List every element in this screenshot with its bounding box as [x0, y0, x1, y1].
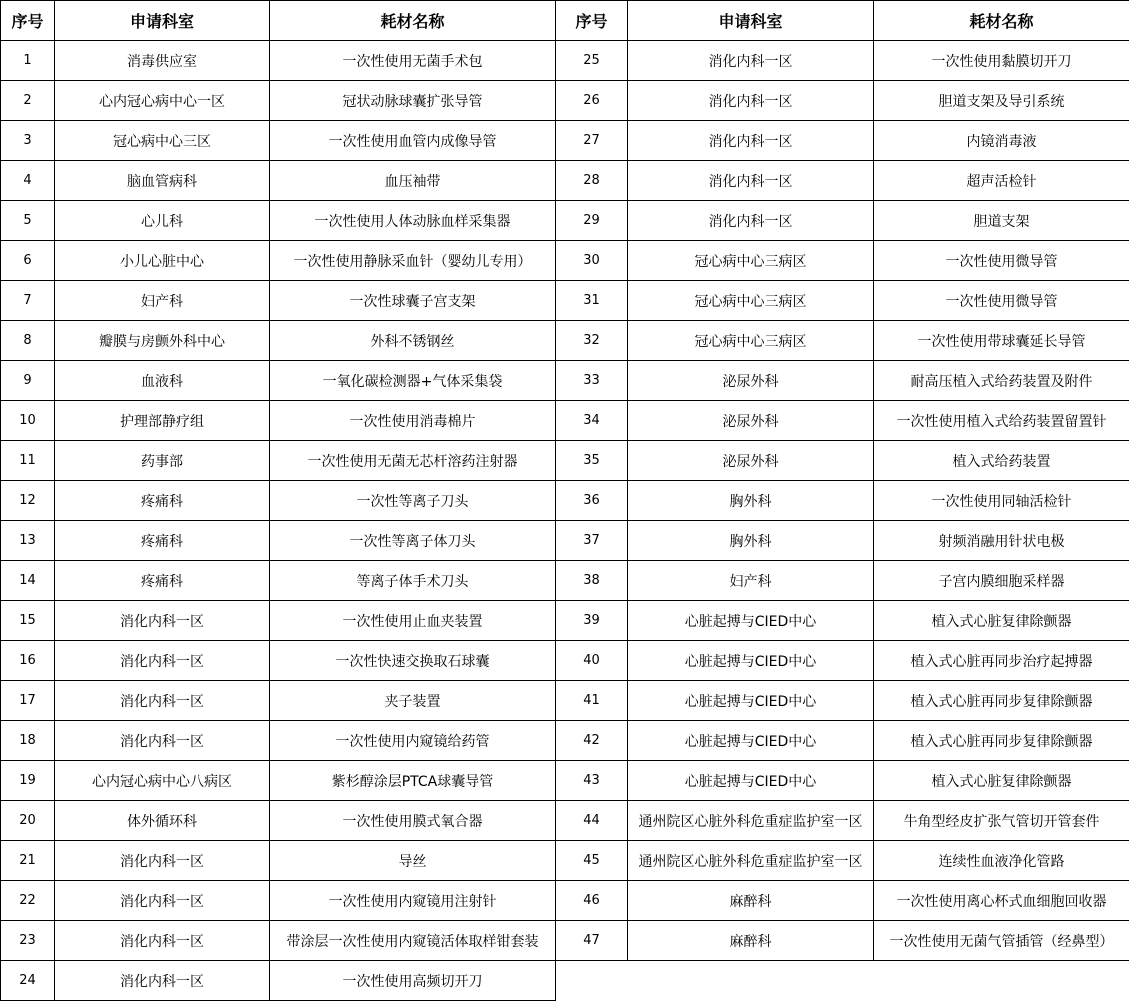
table-row [1, 721, 1129, 761]
row-number: 29 [556, 201, 628, 241]
consumable-name-cell: 一次性使用无菌无芯杆溶药注射器 [270, 441, 556, 481]
row-number: 10 [1, 401, 55, 441]
department-cell: 消化内科一区 [55, 921, 270, 961]
consumable-name-cell: 一次性球囊子宫支架 [270, 281, 556, 321]
row-number: 25 [556, 41, 628, 81]
consumable-name-cell: 一次性使用离心杯式血细胞回收器 [874, 881, 1129, 921]
consumable-name-cell: 植入式心脏复律除颤器 [874, 761, 1129, 801]
department-cell: 心内冠心病中心一区 [55, 81, 270, 121]
table-row [1, 761, 1129, 801]
consumable-name-cell: 牛角型经皮扩张气管切开管套件 [874, 801, 1129, 841]
table-row [1, 841, 1129, 881]
department-cell: 消化内科一区 [628, 201, 874, 241]
consumable-name-cell: 一次性使用膜式氧合器 [270, 801, 556, 841]
consumable-name-cell: 一次性使用无菌手术包 [270, 41, 556, 81]
consumable-name-cell: 内镜消毒液 [874, 121, 1129, 161]
row-number: 7 [1, 281, 55, 321]
consumable-name-cell: 一次性使用植入式给药装置留置针 [874, 401, 1129, 441]
row-number: 21 [1, 841, 55, 881]
consumable-name-cell: 胆道支架 [874, 201, 1129, 241]
department-cell: 冠心病中心三病区 [628, 241, 874, 281]
department-cell: 消化内科一区 [55, 721, 270, 761]
row-number: 27 [556, 121, 628, 161]
row-number: 18 [1, 721, 55, 761]
department-cell: 麻醉科 [628, 881, 874, 921]
department-cell: 消化内科一区 [55, 881, 270, 921]
row-number: 35 [556, 441, 628, 481]
row-number: 17 [1, 681, 55, 721]
department-cell: 消化内科一区 [55, 601, 270, 641]
header-no-left: 序号 [1, 1, 55, 41]
row-number: 5 [1, 201, 55, 241]
department-cell: 药事部 [55, 441, 270, 481]
department-cell: 疼痛科 [55, 521, 270, 561]
table-row [1, 81, 1129, 121]
department-cell: 冠心病中心三病区 [628, 281, 874, 321]
department-cell: 妇产科 [628, 561, 874, 601]
department-cell: 消化内科一区 [628, 81, 874, 121]
row-number: 22 [1, 881, 55, 921]
department-cell: 小儿心脏中心 [55, 241, 270, 281]
consumable-name-cell: 外科不锈钢丝 [270, 321, 556, 361]
consumable-name-cell: 一次性使用消毒棉片 [270, 401, 556, 441]
department-cell: 泌尿外科 [628, 441, 874, 481]
header-item-right: 耗材名称 [874, 1, 1129, 41]
consumable-name-cell: 带涂层一次性使用内窥镜活体取样钳套装 [270, 921, 556, 961]
department-cell: 胸外科 [628, 481, 874, 521]
department-cell: 血液科 [55, 361, 270, 401]
department-cell: 通州院区心脏外科危重症监护室一区 [628, 841, 874, 881]
table-row [1, 521, 1129, 561]
row-number: 46 [556, 881, 628, 921]
row-number: 32 [556, 321, 628, 361]
consumable-name-cell: 紫杉醇涂层PTCA球囊导管 [270, 761, 556, 801]
table-row [1, 161, 1129, 201]
department-cell: 冠心病中心三病区 [628, 321, 874, 361]
consumable-name-cell: 植入式心脏再同步复律除颤器 [874, 721, 1129, 761]
consumable-name-cell: 导丝 [270, 841, 556, 881]
table-row [1, 601, 1129, 641]
table-row [1, 41, 1129, 81]
department-cell: 心脏起搏与CIED中心 [628, 761, 874, 801]
row-number: 15 [1, 601, 55, 641]
row-number: 37 [556, 521, 628, 561]
row-number: 4 [1, 161, 55, 201]
consumable-name-cell: 血压袖带 [270, 161, 556, 201]
department-cell: 消化内科一区 [628, 161, 874, 201]
header-dept-left: 申请科室 [55, 1, 270, 41]
table-row [1, 201, 1129, 241]
consumable-name-cell: 一次性使用高频切开刀 [270, 961, 556, 1001]
consumable-name-cell: 等离子体手术刀头 [270, 561, 556, 601]
consumable-name-cell: 超声活检针 [874, 161, 1129, 201]
table-row [1, 481, 1129, 521]
row-number: 33 [556, 361, 628, 401]
consumable-name-cell: 植入式心脏再同步治疗起搏器 [874, 641, 1129, 681]
department-cell: 妇产科 [55, 281, 270, 321]
department-cell: 麻醉科 [628, 921, 874, 961]
consumable-name-cell: 一次性使用内窥镜用注射针 [270, 881, 556, 921]
department-cell: 心脏起搏与CIED中心 [628, 601, 874, 641]
row-number: 42 [556, 721, 628, 761]
consumable-name-cell: 冠状动脉球囊扩张导管 [270, 81, 556, 121]
department-cell: 心内冠心病中心八病区 [55, 761, 270, 801]
row-number: 20 [1, 801, 55, 841]
consumable-name-cell: 一次性使用黏膜切开刀 [874, 41, 1129, 81]
consumable-name-cell: 一次性使用带球囊延长导管 [874, 321, 1129, 361]
department-cell: 消毒供应室 [55, 41, 270, 81]
table-row [1, 281, 1129, 321]
row-number: 2 [1, 81, 55, 121]
header-row [1, 1, 1129, 41]
consumable-name-cell: 一次性使用无菌气管插管（经鼻型） [874, 921, 1129, 961]
department-cell: 冠心病中心三区 [55, 121, 270, 161]
consumable-name-cell: 植入式心脏复律除颤器 [874, 601, 1129, 641]
department-cell: 心脏起搏与CIED中心 [628, 681, 874, 721]
consumable-name-cell: 一氧化碳检测器+气体采集袋 [270, 361, 556, 401]
department-cell: 消化内科一区 [628, 121, 874, 161]
row-number: 41 [556, 681, 628, 721]
row-number: 34 [556, 401, 628, 441]
table-row [1, 681, 1129, 721]
row-number: 24 [1, 961, 55, 1001]
row-number: 47 [556, 921, 628, 961]
row-number: 8 [1, 321, 55, 361]
table-row [1, 881, 1129, 921]
table-row [1, 361, 1129, 401]
row-number: 36 [556, 481, 628, 521]
consumable-name-cell: 一次性使用止血夹装置 [270, 601, 556, 641]
consumable-name-cell: 一次性等离子刀头 [270, 481, 556, 521]
department-cell: 心脏起搏与CIED中心 [628, 721, 874, 761]
department-cell: 泌尿外科 [628, 361, 874, 401]
row-number: 39 [556, 601, 628, 641]
department-cell: 护理部静疗组 [55, 401, 270, 441]
row-number: 45 [556, 841, 628, 881]
department-cell: 消化内科一区 [55, 841, 270, 881]
row-number: 13 [1, 521, 55, 561]
consumable-name-cell: 一次性使用微导管 [874, 241, 1129, 281]
consumable-name-cell: 一次性使用血管内成像导管 [270, 121, 556, 161]
department-cell: 心儿科 [55, 201, 270, 241]
consumable-name-cell: 一次性使用同轴活检针 [874, 481, 1129, 521]
department-cell: 疼痛科 [55, 561, 270, 601]
table-row [1, 561, 1129, 601]
row-number: 31 [556, 281, 628, 321]
row-number: 16 [1, 641, 55, 681]
row-number: 44 [556, 801, 628, 841]
consumable-name-cell: 连续性血液净化管路 [874, 841, 1129, 881]
table-row [1, 121, 1129, 161]
row-number: 40 [556, 641, 628, 681]
department-cell: 消化内科一区 [55, 681, 270, 721]
department-cell: 消化内科一区 [55, 641, 270, 681]
consumable-name-cell: 射频消融用针状电极 [874, 521, 1129, 561]
consumable-name-cell: 一次性使用人体动脉血样采集器 [270, 201, 556, 241]
table-row [1, 401, 1129, 441]
table-body [1, 41, 1129, 1001]
consumable-name-cell: 植入式给药装置 [874, 441, 1129, 481]
row-number: 30 [556, 241, 628, 281]
row-number: 3 [1, 121, 55, 161]
consumable-name-cell: 胆道支架及导引系统 [874, 81, 1129, 121]
row-number: 14 [1, 561, 55, 601]
row-number: 38 [556, 561, 628, 601]
row-number: 28 [556, 161, 628, 201]
header-dept-right: 申请科室 [628, 1, 874, 41]
department-cell: 消化内科一区 [55, 961, 270, 1001]
table-row [1, 441, 1129, 481]
table-row [1, 321, 1129, 361]
department-cell: 胸外科 [628, 521, 874, 561]
department-cell: 泌尿外科 [628, 401, 874, 441]
header-item-left: 耗材名称 [270, 1, 556, 41]
consumable-name-cell: 植入式心脏再同步复律除颤器 [874, 681, 1129, 721]
consumable-name-cell: 一次性快速交换取石球囊 [270, 641, 556, 681]
row-number: 1 [1, 41, 55, 81]
department-cell: 通州院区心脏外科危重症监护室一区 [628, 801, 874, 841]
department-cell: 体外循环科 [55, 801, 270, 841]
consumable-name-cell: 一次性等离子体刀头 [270, 521, 556, 561]
department-cell: 脑血管病科 [55, 161, 270, 201]
consumable-name-cell: 一次性使用静脉采血针（婴幼儿专用） [270, 241, 556, 281]
table-row [1, 921, 1129, 961]
department-cell: 心脏起搏与CIED中心 [628, 641, 874, 681]
row-number: 12 [1, 481, 55, 521]
row-number: 9 [1, 361, 55, 401]
row-number: 43 [556, 761, 628, 801]
row-number: 26 [556, 81, 628, 121]
consumable-name-cell: 一次性使用微导管 [874, 281, 1129, 321]
table-row [1, 801, 1129, 841]
department-cell: 消化内科一区 [628, 41, 874, 81]
row-number: 6 [1, 241, 55, 281]
row-number: 23 [1, 921, 55, 961]
department-cell: 疼痛科 [55, 481, 270, 521]
table-row [1, 961, 1129, 1001]
row-number: 19 [1, 761, 55, 801]
consumable-name-cell: 子宫内膜细胞采样器 [874, 561, 1129, 601]
department-cell: 瓣膜与房颤外科中心 [55, 321, 270, 361]
consumable-name-cell: 耐高压植入式给药装置及附件 [874, 361, 1129, 401]
table-row [1, 641, 1129, 681]
consumable-name-cell: 一次性使用内窥镜给药管 [270, 721, 556, 761]
table-row [1, 241, 1129, 281]
consumable-name-cell: 夹子装置 [270, 681, 556, 721]
header-no-right: 序号 [556, 1, 628, 41]
empty-cell [556, 961, 1129, 1001]
row-number: 11 [1, 441, 55, 481]
